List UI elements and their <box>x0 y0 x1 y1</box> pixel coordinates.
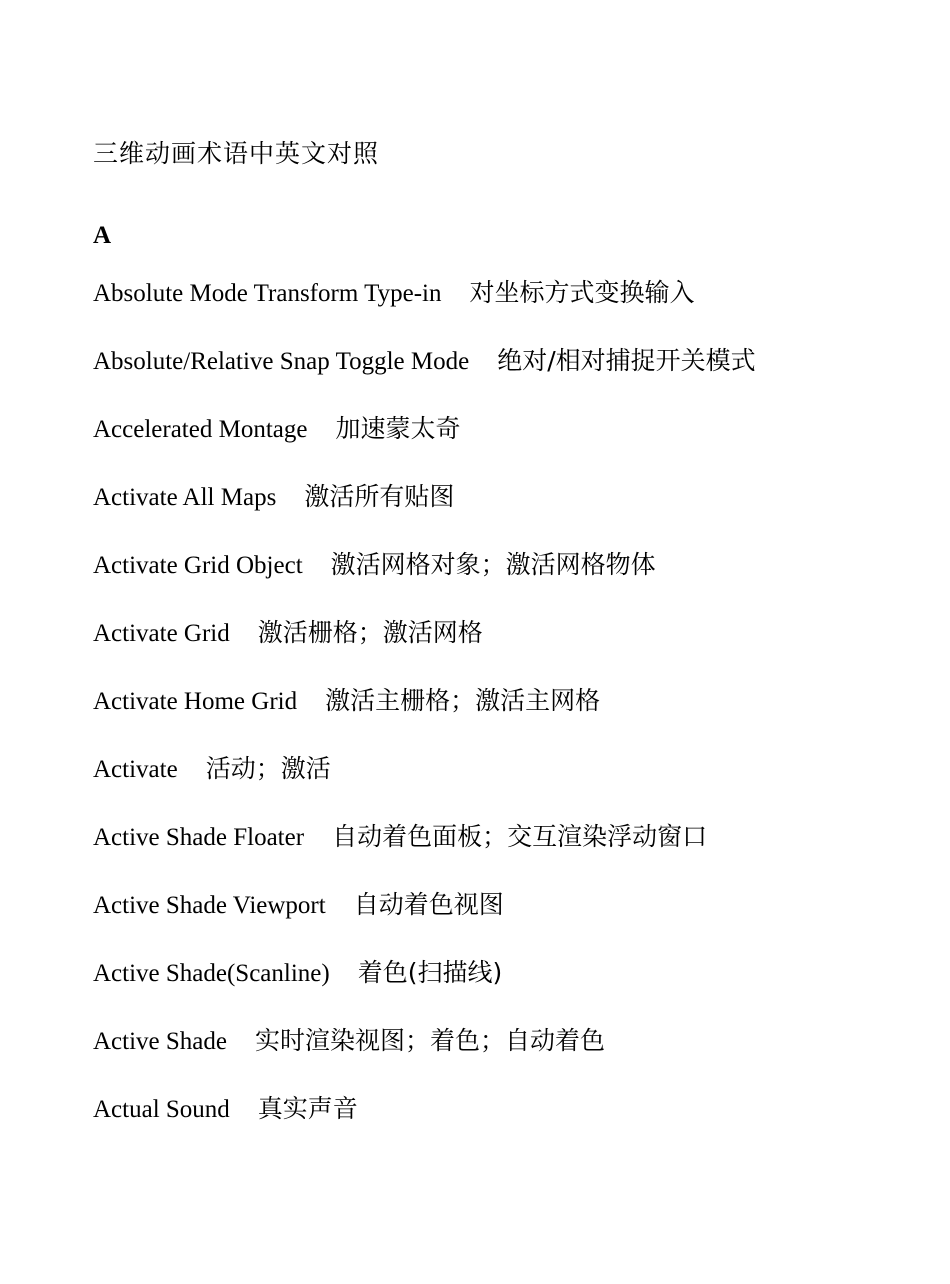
glossary-entry <box>93 340 923 408</box>
term-chinese: 自动着色面板；交互渲染浮动窗口 <box>332 822 708 851</box>
term-chinese: 自动着色视图 <box>353 890 504 919</box>
term-chinese: 对坐标方式变换输入 <box>469 278 695 307</box>
glossary-entry <box>93 816 923 884</box>
term-chinese: 加速蒙太奇 <box>335 414 461 443</box>
term-english: Activate Grid <box>93 620 230 647</box>
term-english: Activate All Maps <box>93 484 277 511</box>
term-chinese: 激活网格对象；激活网格物体 <box>330 550 656 579</box>
glossary-entry <box>93 272 923 340</box>
term-english: Activate Grid Object <box>93 552 303 579</box>
term-chinese: 实时渲染视图；着色；自动着色 <box>254 1026 605 1055</box>
term-english: Activate <box>93 756 178 783</box>
term-chinese: 激活所有贴图 <box>304 482 455 511</box>
term-english: Active Shade <box>93 1028 227 1055</box>
term-chinese: 激活主栅格；激活主网格 <box>325 686 601 715</box>
term-chinese: 着色(扫描线) <box>357 958 503 987</box>
glossary-entry <box>93 884 923 952</box>
term-english: Active Shade Viewport <box>93 892 326 919</box>
document-title: 三维动画术语中英文对照 <box>93 139 380 168</box>
glossary-entry <box>93 612 923 680</box>
glossary-entry <box>93 680 923 748</box>
glossary-entry <box>93 1088 923 1156</box>
term-chinese: 绝对/相对捕捉开关模式 <box>497 346 756 375</box>
term-english: Absolute/Relative Snap Toggle Mode <box>93 348 470 375</box>
term-chinese: 激活栅格；激活网格 <box>257 618 483 647</box>
glossary-entry <box>93 748 923 816</box>
glossary-entry <box>93 544 923 612</box>
glossary-entry <box>93 476 923 544</box>
glossary-entry <box>93 952 923 1020</box>
term-chinese: 活动；激活 <box>205 754 331 783</box>
term-chinese: 真实声音 <box>257 1094 358 1123</box>
term-english: Active Shade(Scanline) <box>93 960 330 987</box>
term-english: Active Shade Floater <box>93 824 305 851</box>
term-english: Activate Home Grid <box>93 688 298 715</box>
glossary-term-list <box>93 272 923 1156</box>
term-english: Actual Sound <box>93 1096 230 1123</box>
glossary-entry <box>93 408 923 476</box>
glossary-entry <box>93 1020 923 1088</box>
term-english: Absolute Mode Transform Type-in <box>93 280 442 307</box>
term-english: Accelerated Montage <box>93 416 308 443</box>
section-heading-a: A <box>93 222 112 249</box>
